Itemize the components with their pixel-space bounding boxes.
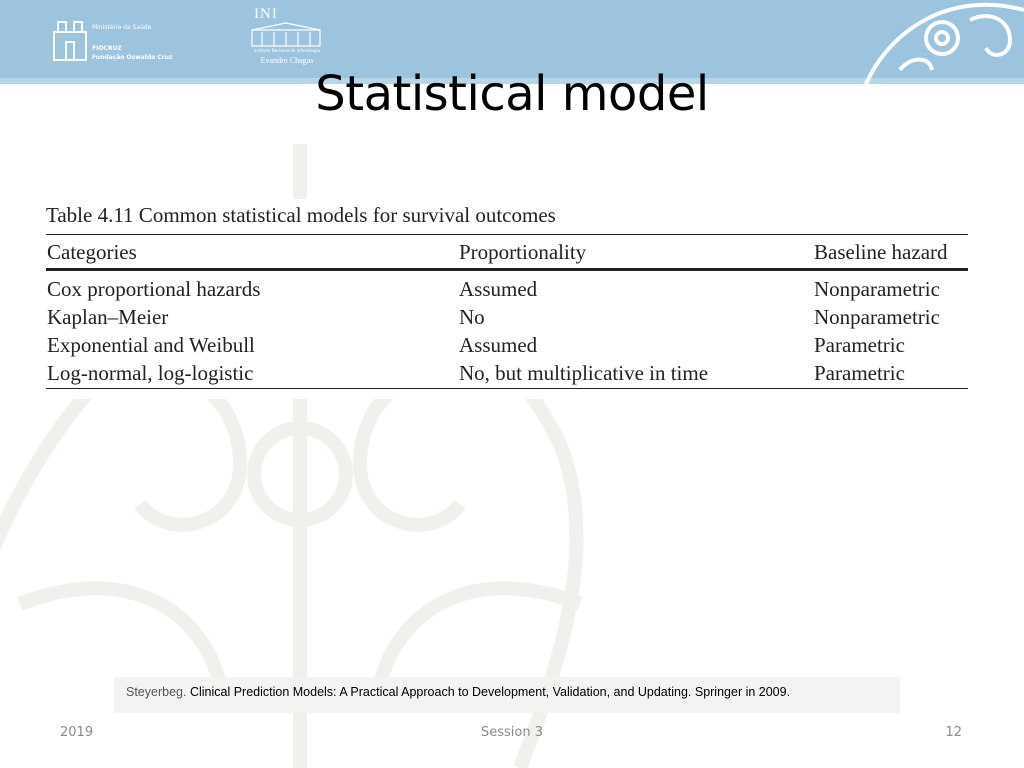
- cell-proportionality: No: [459, 305, 485, 329]
- cell-category: Exponential and Weibull: [47, 333, 255, 357]
- ini-logo: [248, 6, 326, 68]
- citation-text: Clinical Prediction Models: A Practical Approach to Development, Validation, and Updating. Springer in 2009.: [186, 685, 791, 699]
- survival-models-table: [46, 199, 968, 399]
- table-caption: Table 4.11 Common statistical models for survival outcomes: [46, 203, 556, 227]
- citation-box: [114, 677, 900, 713]
- cell-proportionality: Assumed: [459, 277, 538, 301]
- table-row: [46, 333, 968, 361]
- cell-baseline-hazard: Parametric: [814, 333, 905, 357]
- ini-name: Evandro Chagas: [260, 56, 314, 65]
- table-row: [46, 277, 968, 305]
- footer-year: 2019: [60, 725, 94, 740]
- table-header-rule: [46, 268, 968, 271]
- citation-author: Steyerbeg.: [126, 685, 187, 699]
- footer-page-number: 12: [945, 725, 962, 740]
- cell-baseline-hazard: Nonparametric: [814, 305, 940, 329]
- ironwork-watermark: [0, 84, 1024, 768]
- cell-category: Log-normal, log-logistic: [47, 361, 254, 385]
- table-row: [46, 305, 968, 333]
- table-row: [46, 361, 968, 389]
- cell-proportionality: No, but multiplicative in time: [459, 361, 709, 385]
- cell-baseline-hazard: Parametric: [814, 361, 905, 385]
- cell-category: Cox proportional hazards: [47, 277, 261, 301]
- slide-title: Statistical model: [315, 66, 709, 122]
- fiocruz-castle-icon: [50, 18, 90, 64]
- ini-acronym: INI: [254, 6, 278, 22]
- ministry-logo: [50, 18, 180, 66]
- column-header-baseline-hazard: Baseline hazard: [814, 240, 948, 264]
- ministry-name: Ministério da Saúde: [92, 24, 152, 31]
- fiocruz-name: Fundação Oswaldo Cruz: [92, 54, 173, 61]
- ini-subtitle: Instituto Nacional de Infectologia: [253, 48, 321, 53]
- cell-baseline-hazard: Nonparametric: [814, 277, 940, 301]
- column-header-proportionality: Proportionality: [459, 240, 587, 264]
- institute-building-icon: [250, 22, 322, 48]
- cell-proportionality: Assumed: [459, 333, 538, 357]
- table-top-rule: [46, 234, 968, 235]
- fiocruz-acronym: FIOCRUZ: [92, 45, 122, 52]
- column-header-categories: Categories: [47, 240, 137, 264]
- footer-session: Session 3: [480, 725, 543, 740]
- table-bottom-rule: [46, 388, 968, 389]
- cell-category: Kaplan–Meier: [47, 305, 169, 329]
